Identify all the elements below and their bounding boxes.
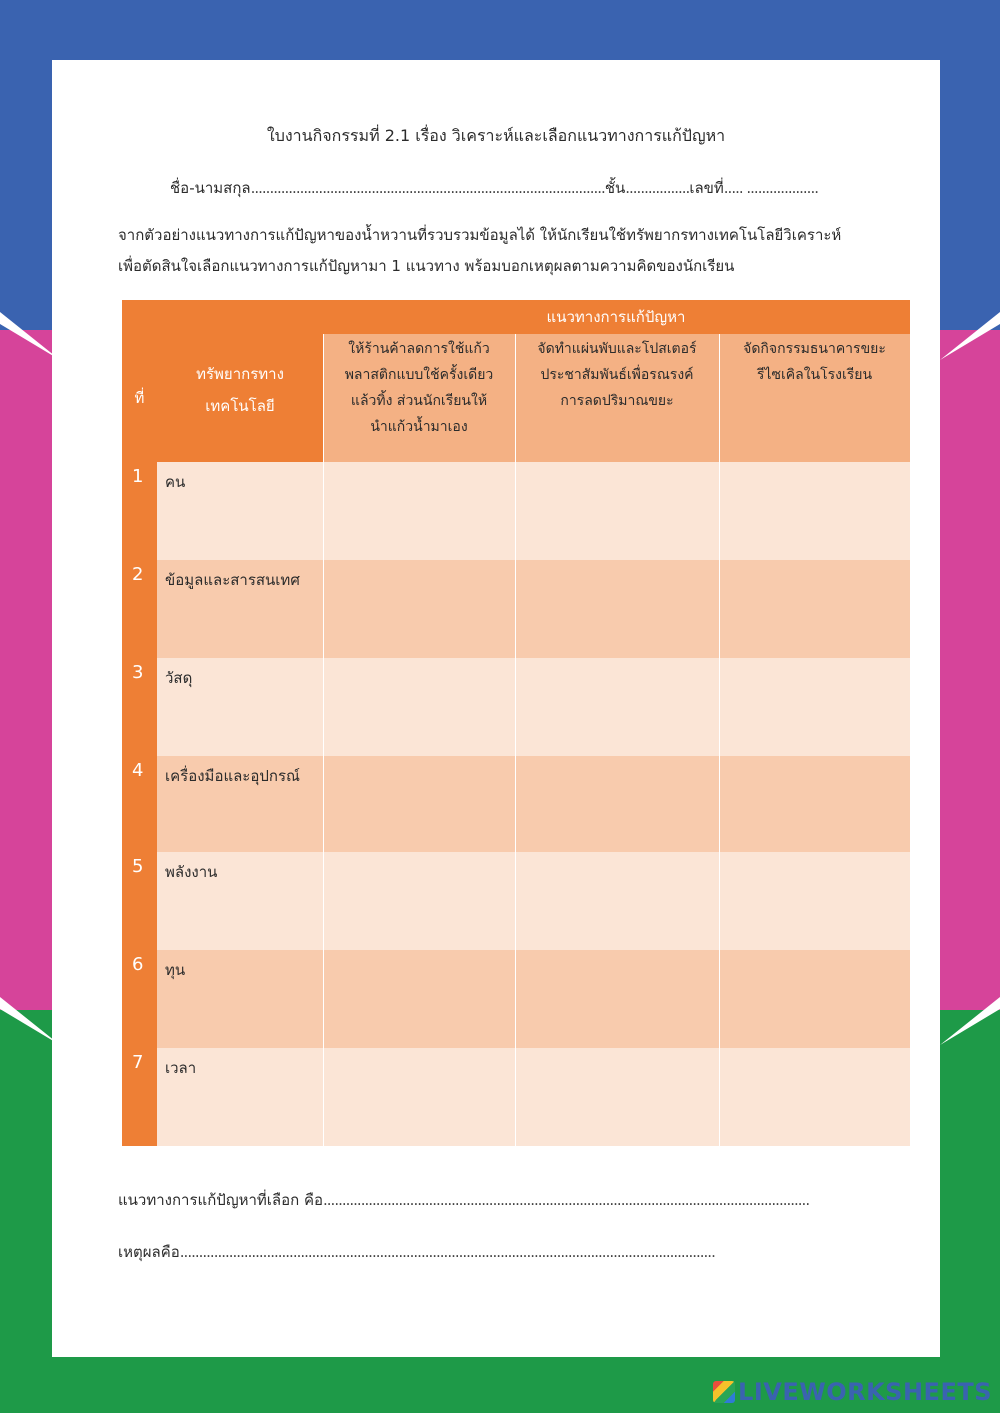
class-blank[interactable]: ................. — [625, 179, 690, 197]
number-label: เลขที่ — [689, 179, 724, 197]
grid-line — [323, 334, 324, 1146]
reason-blank[interactable]: .............................................................................................................................................. — [179, 1243, 715, 1261]
row-6-resource: ทุน — [157, 950, 323, 1048]
row-1-number: 1 — [122, 462, 157, 560]
name-label: ชื่อ-นามสกุล — [170, 179, 251, 197]
row-7-number: 7 — [122, 1048, 157, 1146]
chosen-solution-label: แนวทางการแก้ปัญหาที่เลือก คือ — [118, 1191, 324, 1209]
row-4-answer-area[interactable] — [323, 756, 910, 852]
row-7-resource: เวลา — [157, 1048, 323, 1146]
row-5-answer-area[interactable] — [323, 852, 910, 950]
col-no-header: ที่ — [122, 334, 157, 462]
row-1-resource: คน — [157, 462, 323, 560]
row-1-answer-area[interactable] — [323, 462, 910, 560]
row-6-number: 6 — [122, 950, 157, 1048]
row-2-number: 2 — [122, 560, 157, 658]
instructions — [118, 220, 888, 282]
row-5-number: 5 — [122, 852, 157, 950]
row-2-resource: ข้อมูลและสารสนเทศ — [157, 560, 323, 658]
row-3-resource: วัสดุ — [157, 658, 323, 756]
col-resource-header: ทรัพยากรทาง เทคโนโลยี — [157, 334, 323, 462]
solution-1-header: ให้ร้านค้าลดการใช้แก้ว พลาสติกแบบใช้ครั้งเดียว แล้วทิ้ง ส่วนนักเรียนให้ นำแก้วน้ำมาเอง — [323, 334, 515, 462]
row-7-answer-area[interactable] — [323, 1048, 910, 1146]
row-3-number: 3 — [122, 658, 157, 756]
instruction-line-1: จากตัวอย่างแนวทางการแก้ปัญหาของน้ำหวานที่รวบรวมข้อมูลได้ ให้นักเรียนใช้ทรัพยากรทางเทคโนโลยีวิเคราะห์ — [118, 226, 842, 244]
reason-line — [118, 1240, 715, 1264]
row-4-number: 4 — [122, 756, 157, 852]
name-blank[interactable]: .............................................................................................. — [250, 179, 605, 197]
student-info-line — [170, 176, 818, 200]
solution-2-header: จัดทำแผ่นพับและโปสเตอร์ ประชาสัมพันธ์เพื่อรณรงค์ การลดปริมาณขยะ — [515, 334, 719, 462]
instruction-line-2: เพื่อตัดสินใจเลือกแนวทางการแก้ปัญหามา 1 แนวทาง พร้อมบอกเหตุผลตามความคิดของนักเรียน — [118, 257, 735, 275]
liveworksheets-badge-icon — [713, 1381, 735, 1403]
row-2-answer-area[interactable] — [323, 560, 910, 658]
chosen-solution-line — [118, 1188, 809, 1212]
row-5-resource: พลังงาน — [157, 852, 323, 950]
solution-3-header: จัดกิจกรรมธนาคารขยะ รีไซเคิลในโรงเรียน — [719, 334, 910, 462]
reason-label: เหตุผลคือ — [118, 1243, 180, 1261]
row-6-answer-area[interactable] — [323, 950, 910, 1048]
worksheet-title: ใบงานกิจกรรมที่ 2.1 เรื่อง วิเคราะห์และเลือกแนวทางการแก้ปัญหา — [266, 126, 726, 145]
class-label: ชั้น — [604, 179, 626, 197]
chosen-solution-blank[interactable]: ................................................................................................................................. — [323, 1191, 810, 1209]
grid-line — [515, 334, 516, 1146]
number-blank[interactable]: ..... ................... — [723, 179, 818, 197]
row-3-answer-area[interactable] — [323, 658, 910, 756]
solutions-group-header: แนวทางการแก้ปัญหา — [122, 300, 910, 334]
row-4-resource: เครื่องมือและอุปกรณ์ — [157, 756, 323, 852]
liveworksheets-logo: LIVEWORKSHEETS — [713, 1378, 992, 1406]
analysis-table — [122, 300, 910, 1146]
grid-line — [719, 334, 720, 1146]
worksheet-page — [52, 60, 940, 1357]
